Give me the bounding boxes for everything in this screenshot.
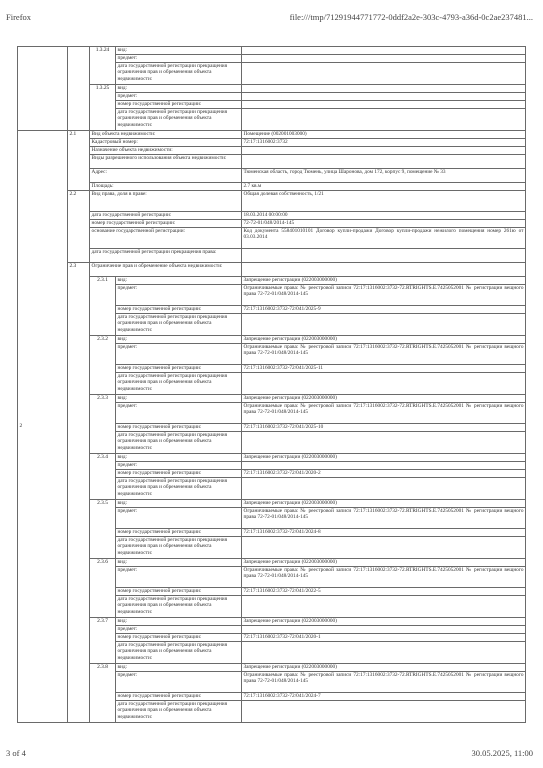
field-value — [242, 85, 526, 93]
browser-header — [0, 0, 543, 30]
field-value: 72-72-01/048/2014-145 — [242, 220, 526, 228]
field-label: дата государственной регистрации прекращения ограничения прав и обременения объекта недвижимости: — [116, 314, 242, 336]
table-row — [18, 618, 526, 626]
field-label: дата государственной регистрации прекращения права: — [90, 249, 242, 263]
table-row — [18, 131, 526, 139]
field-label: вид: — [116, 336, 242, 344]
field-label: дата государственной регистрации прекращения ограничения прав и обременения объекта недвижимости: — [116, 373, 242, 395]
field-label: предмет: — [116, 93, 242, 101]
table-row — [18, 183, 526, 191]
field-value — [242, 101, 526, 109]
entry-number: 2.3.4 — [90, 454, 116, 500]
field-label: дата государственной регистрации прекращения ограничения прав и обременения объекта недвижимости: — [116, 109, 242, 131]
field-value: 72:17:1316002:3732-72/041/2020-1 — [242, 634, 526, 642]
table-row — [18, 263, 526, 277]
table-row — [18, 220, 526, 228]
field-value: 18.03.2014 00:00:00 — [242, 212, 526, 220]
field-value: Запрещение регистрации (022003000000) — [242, 618, 526, 626]
entry-number: 1.3.25 — [90, 85, 116, 131]
field-value — [242, 147, 526, 155]
field-value: Ограничиваемые права: № реестровой записи 72:17:1316002:3732-72.RTRIGHTS.E.7425052001 № регистрации вещного права 72-72-01/048/2014-145 — [242, 344, 526, 365]
entry-number: 1.3.24 — [90, 47, 116, 85]
field-value: Общая долевая собственность, 1/21 — [242, 191, 526, 212]
field-label: номер государственной регистрации: — [116, 634, 242, 642]
field-value: Ограничиваемые права: № реестровой записи 72:17:1316002:3732-72.RTRIGHTS.E.7425052001 № регистрации вещного права 72-72-01/048/2014-145 — [242, 403, 526, 424]
field-label: вид: — [116, 664, 242, 672]
field-value — [242, 373, 526, 395]
app-name: Firefox — [6, 12, 32, 22]
field-value — [242, 478, 526, 500]
section-number: 2.1 — [68, 131, 90, 191]
field-value — [242, 263, 526, 277]
page-indicator: 3 of 4 — [6, 748, 26, 758]
field-value: Запрещение регистрации (022003000000) — [242, 664, 526, 672]
field-label: предмет: — [116, 567, 242, 588]
field-label: дата государственной регистрации: — [90, 212, 242, 220]
field-value: 72:17:1316002:3732-72/041/2022-5 — [242, 588, 526, 596]
table-row — [18, 336, 526, 344]
table-row — [18, 169, 526, 183]
entry-number: 2.3.2 — [90, 336, 116, 395]
field-label: Вид права, доля в праве: — [90, 191, 242, 212]
field-label: номер государственной регистрации: — [116, 365, 242, 373]
section-outer-cell: 2 — [18, 131, 68, 723]
field-label: дата государственной регистрации прекращения ограничения прав и обременения объекта недвижимости: — [116, 596, 242, 618]
field-value — [242, 537, 526, 559]
table-row — [18, 85, 526, 93]
field-label: предмет: — [116, 462, 242, 470]
table-row — [18, 249, 526, 263]
field-label: дата государственной регистрации прекращения ограничения прав и обременения объекта недвижимости: — [116, 432, 242, 454]
field-label: номер государственной регистрации: — [90, 220, 242, 228]
field-value — [242, 55, 526, 63]
field-value — [242, 109, 526, 131]
field-label: дата государственной регистрации прекращения ограничения прав и обременения объекта недвижимости: — [116, 642, 242, 664]
entry-number: 2.3.6 — [90, 559, 116, 618]
field-label: номер государственной регистрации: — [116, 693, 242, 701]
field-label: Вид объекта недвижимости: — [90, 131, 242, 139]
table-row — [18, 664, 526, 672]
field-value: Запрещение регистрации (022003000000) — [242, 559, 526, 567]
field-label: предмет: — [116, 672, 242, 693]
field-value: 72:17:1316002:3732-72/041/2025-9 — [242, 306, 526, 314]
section-title: Ограничение прав и обременение объекта недвижимости: — [90, 263, 242, 277]
field-label: дата государственной регистрации прекращения ограничения прав и обременения объекта недвижимости: — [116, 63, 242, 85]
registry-table — [17, 46, 526, 723]
field-label: Кадастровый номер: — [90, 139, 242, 147]
field-label: дата государственной регистрации прекращения ограничения прав и обременения объекта недвижимости: — [116, 701, 242, 723]
field-value: 72:17:1316002:3732-72/041/2025-10 — [242, 424, 526, 432]
field-label: номер государственной регистрации: — [116, 424, 242, 432]
page-url[interactable]: file:///tmp/71291944771772-0ddf2a2e-303c-4793-a36d-0c2ae237481... — [289, 12, 533, 22]
field-value — [242, 63, 526, 85]
field-value: Ограничиваемые права: № реестровой записи 72:17:1316002:3732-72.RTRIGHTS.E.7425052001 № регистрации вещного права 72-72-01/048/2014-145 — [242, 508, 526, 529]
field-label: предмет: — [116, 285, 242, 306]
entry-number: 2.3.5 — [90, 500, 116, 559]
field-value: Запрещение регистрации (022003000000) — [242, 277, 526, 285]
field-label: номер государственной регистрации: — [116, 101, 242, 109]
field-value — [242, 93, 526, 101]
field-value: Запрещение регистрации (022003000000) — [242, 395, 526, 403]
field-value: Запрещение регистрации (022003000000) — [242, 336, 526, 344]
field-value: Запрещение регистрации (022003000000) — [242, 454, 526, 462]
field-value: 72:17:1316002:3732-72/041/2024-7 — [242, 693, 526, 701]
field-value: Запрещение регистрации (022003000000) — [242, 500, 526, 508]
field-label: вид: — [116, 500, 242, 508]
blank-cell — [18, 47, 68, 131]
field-label: вид: — [116, 47, 242, 55]
blank-cell — [68, 47, 90, 131]
field-label: Площадь: — [90, 183, 242, 191]
field-label: вид: — [116, 454, 242, 462]
field-value — [242, 155, 526, 169]
field-label: дата государственной регистрации прекращения ограничения прав и обременения объекта недвижимости: — [116, 478, 242, 500]
field-label: основание государственной регистрации: — [90, 228, 242, 249]
field-value — [242, 626, 526, 634]
table-row — [18, 395, 526, 403]
field-label: вид: — [116, 277, 242, 285]
field-value: 72:17:1316002:3732-72/041/2020-2 — [242, 470, 526, 478]
table-row — [18, 277, 526, 285]
table-row — [18, 191, 526, 212]
field-label: номер государственной регистрации: — [116, 470, 242, 478]
table-row — [18, 155, 526, 169]
field-label: Адрес: — [90, 169, 242, 183]
field-value — [242, 314, 526, 336]
field-label: номер государственной регистрации: — [116, 529, 242, 537]
field-label: вид: — [116, 559, 242, 567]
table-row — [18, 147, 526, 155]
field-value — [242, 432, 526, 454]
table-row — [18, 559, 526, 567]
browser-footer — [0, 740, 543, 768]
field-label: предмет: — [116, 55, 242, 63]
field-value — [242, 47, 526, 55]
field-value — [242, 462, 526, 470]
field-value: 72:17:1316002:3732 — [242, 139, 526, 147]
field-value: Код документа 558401010101 Договор купли-продажи Договор купли-продажи нежилого помещения номер 261ю от 03.03.2014 — [242, 228, 526, 249]
entry-number: 2.3.8 — [90, 664, 116, 723]
field-label: предмет: — [116, 403, 242, 424]
table-row — [18, 228, 526, 249]
field-label: предмет: — [116, 508, 242, 529]
field-label: вид: — [116, 618, 242, 626]
entry-number: 2.3.1 — [90, 277, 116, 336]
field-value: Помещение (002001003000) — [242, 131, 526, 139]
field-value — [242, 249, 526, 263]
field-label: номер государственной регистрации: — [116, 306, 242, 314]
field-value: Ограничиваемые права: № реестровой записи 72:17:1316002:3732-72.RTRIGHTS.E.7425052001 № регистрации вещного права 72-72-01/048/2014-145 — [242, 672, 526, 693]
print-timestamp: 30.05.2025, 11:00 — [471, 748, 533, 758]
table-row — [18, 139, 526, 147]
field-value — [242, 596, 526, 618]
field-label: номер государственной регистрации: — [116, 588, 242, 596]
field-label: дата государственной регистрации прекращения ограничения прав и обременения объекта недвижимости: — [116, 537, 242, 559]
field-value: Тюменская область, город Тюмень, улица Шаронова, дом 172, корпус 9, помещение № 33 — [242, 169, 526, 183]
field-label: Виды разрешенного использования объекта недвижимости: — [90, 155, 242, 169]
field-value: 72:17:1316002:3732-72/041/2025-11 — [242, 365, 526, 373]
table-row — [18, 500, 526, 508]
field-label: вид: — [116, 395, 242, 403]
field-value — [242, 701, 526, 723]
table-row — [18, 47, 526, 55]
field-value: 72:17:1316002:3732-72/041/2024-8 — [242, 529, 526, 537]
table-row — [18, 454, 526, 462]
table-row — [18, 212, 526, 220]
field-label: Назначение объекта недвижимости: — [90, 147, 242, 155]
field-value: Ограничиваемые права: № реестровой записи 72:17:1316002:3732-72.RTRIGHTS.E.7425052001 № регистрации вещного права 72-72-01/048/2014-145 — [242, 285, 526, 306]
field-label: предмет: — [116, 344, 242, 365]
section-number: 2.3 — [68, 263, 90, 723]
field-value — [242, 642, 526, 664]
section-number: 2.2 — [68, 191, 90, 263]
entry-number: 2.3.3 — [90, 395, 116, 454]
entry-number: 2.3.7 — [90, 618, 116, 664]
field-label: предмет: — [116, 626, 242, 634]
field-value: 2.7 кв.м — [242, 183, 526, 191]
field-value: Ограничиваемые права: № реестровой записи 72:17:1316002:3732-72.RTRIGHTS.E.7425052001 № регистрации вещного права 72-72-01/048/2014-145 — [242, 567, 526, 588]
field-label: вид: — [116, 85, 242, 93]
